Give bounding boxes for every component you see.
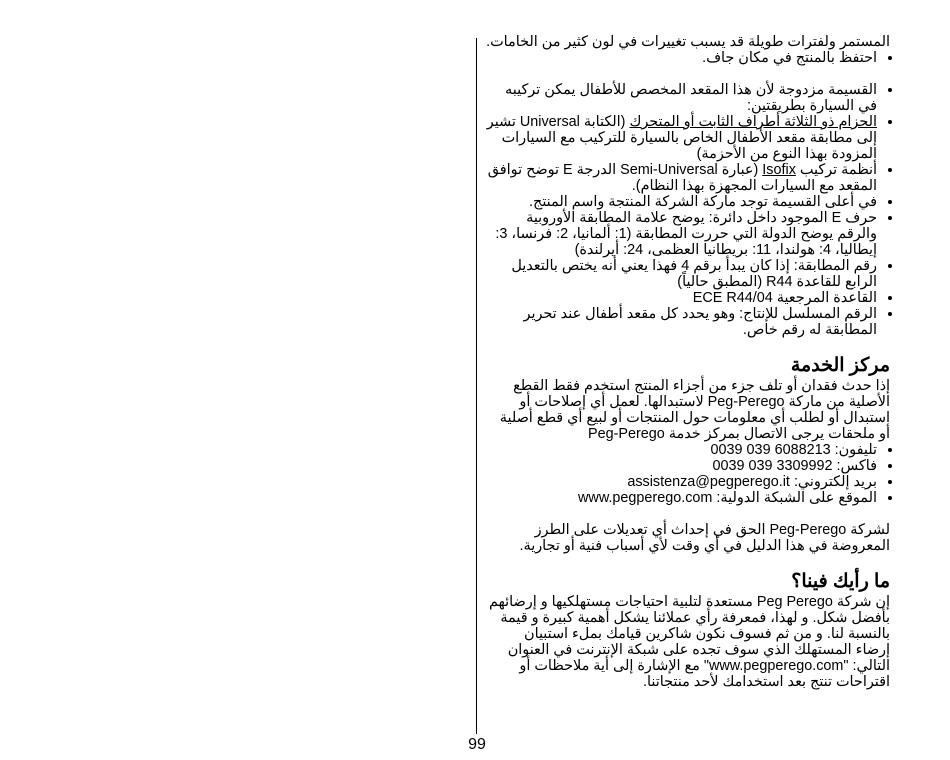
list-item: • أنظمة تركيب Isofix (عبارة Semi-Universal الدرجة E توضح توافق المقعد مع السيارات المجهزة بهذا النظام).: [486, 162, 877, 194]
list-item: • القسيمة مزدوجة لأن هذا المقعد المخصص للأطفال يمكن تركيبه في السيارة بطريقتين:: [486, 82, 877, 114]
underlined-term: Isofix: [762, 162, 796, 178]
phone-number: 0039 039 6088213: [710, 442, 831, 458]
column-divider: [476, 38, 477, 734]
contact-email: • بريد إلكتروني: assistenza@pegperego.it: [486, 474, 877, 490]
list-item: • القاعدة المرجعية ECE R44/04: [486, 290, 877, 306]
contact-phone: • تليفون: 0039 039 6088213: [486, 442, 877, 458]
page-number: 99: [468, 736, 486, 753]
text-column: [486, 34, 890, 690]
service-paragraph: إذا حدث فقدان أو تلف جزء من أجزاء المنتج استخدم فقط القطع الأصلية من ماركة Peg-Perego لاستبدالها. لعمل أي إصلاحات أو استبدال أو لطلب أي معلومات حول المنتجات أو لبيع أي قطع أصلية أو ملحقات يرجى الاتصال بمركز خدمة Peg-Perego: [499, 378, 890, 442]
intro-line: المستمر ولفترات طويلة قد يسبب تغييرات في لون كثير من الخامات.: [486, 34, 890, 50]
email-address: assistenza@pegperego.it: [627, 474, 790, 490]
contact-web: • الموقع على الشبكة الدولية: www.pegperego.com: [486, 490, 877, 506]
intro-list: [486, 50, 890, 66]
label-info-list: [486, 82, 890, 338]
list-item: • رقم المطابقة: إذا كان يبدأ برقم 4 فهذا يعني أنه يختص بالتعديل الرابع للقاعدة R44 (المطبق حالياً): [486, 258, 877, 290]
list-item: • الحزام ذو الثلاثة أطراف الثابت أو المتحرك (الكتابة Universal تشير إلى مطابقة مقعد الأطفال الخاص بالسيارة للتركيب مع السيارات المزودة بهذا النوع من الأحزمة): [486, 114, 877, 162]
contact-list: [486, 442, 890, 506]
website-address: www.pegperego.com: [578, 490, 713, 506]
list-item: • احتفظ بالمنتج في مكان جاف.: [486, 50, 877, 66]
list-item: • الرقم المسلسل للإنتاج: وهو يحدد كل مقعد أطفال عند تحرير المطابقة له رقم خاص.: [486, 306, 877, 338]
feedback-paragraph: إن شركة Peg Perego مستعدة لتلبية احتياجات مستهلكيها و إرضائهم بأفضل شكل. و لهذا، فمعرفة رأي عملائنا يشكل أهمية كبيرة و قيمة بالنسبة لنا. و من ثم فسوف نكون شاكرين قيامك بملء استبيان إرضاء المستهلك الذي سوف تجده على شبكة الإنترنت في العنوان التالي: "www.pegperego.com" مع الإشارة إلى أية ملاحظات أو اقتراحات تنتج بعد استخدامك لأحد منتجاتنا.: [488, 594, 890, 690]
feedback-heading: ما رأيك فينا؟: [791, 571, 890, 592]
fax-number: 0039 039 3309992: [712, 458, 833, 474]
service-heading: مركز الخدمة: [790, 355, 890, 376]
list-item: • في أعلى القسيمة توجد ماركة الشركة المنتجة واسم المنتج.: [486, 194, 877, 210]
rights-notice: لشركة Peg-Perego الحق في إحداث أي تعديلات على الطرز المعروضة في هذا الدليل في أي وقت لأي أسباب فنية أو تجارية.: [519, 522, 890, 554]
list-item: • حرف E الموجود داخل دائرة: يوضح علامة المطابقة الأوروبية والرقم يوضح الدولة التي حررت المطابقة (1: ألمانيا، 2: فرنسا، 3: إيطاليا، 4: هولندا، 11: بريطانيا العظمى، 24: أيرلندة): [486, 210, 877, 258]
underlined-term: الحزام ذو الثلاثة أطراف الثابت أو المتحرك: [629, 114, 877, 130]
contact-fax: • فاكس: 0039 039 3309992: [486, 458, 877, 474]
